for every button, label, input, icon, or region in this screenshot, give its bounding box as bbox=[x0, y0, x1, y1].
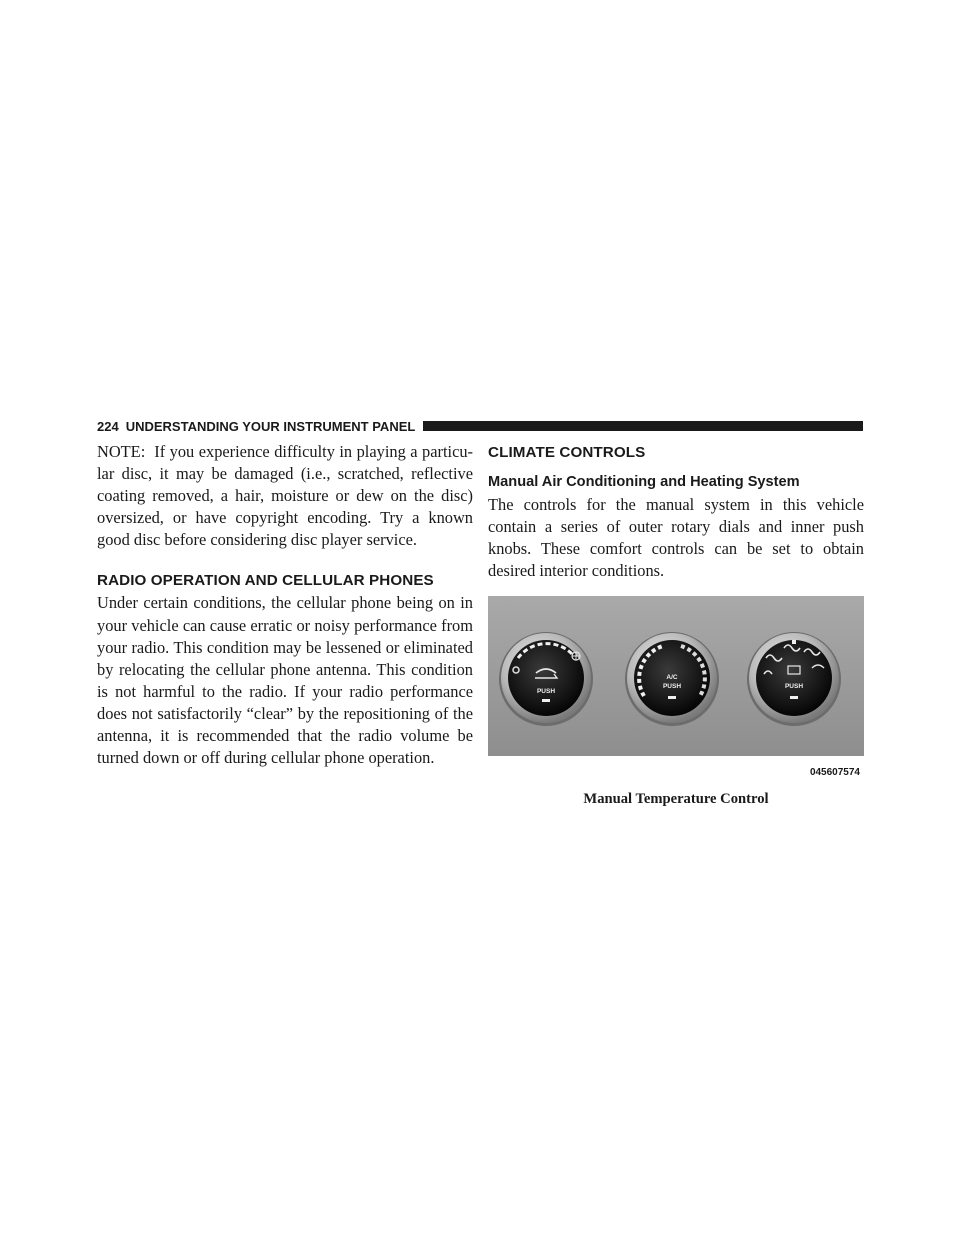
right-column bbox=[488, 441, 864, 582]
ac-push-label: PUSH bbox=[662, 683, 682, 690]
mode-knob[interactable] bbox=[747, 632, 841, 726]
fan-speed-knob[interactable] bbox=[499, 632, 593, 726]
manual-heading: Manual Air Conditioning and Heating System bbox=[488, 474, 800, 490]
manual-paragraph: The controls for the manual system in this vehicle contain a series of outer rotary dials and inner push knobs. These comfort controls can be set to obtain desired interior conditions. bbox=[488, 495, 864, 581]
radio-paragraph: Under certain conditions, the cellular phone being on in your vehicle can cause erratic or noisy performance from your radio. This condition may be lessened or eliminated by relocating the cellular phone antenna. This condition is not harmful to the radio. If your radio performance does not satisfactorily “clear” by the repositioning of the antenna, it is recommended that the radio volume be turned down or off during cellular phone operation. bbox=[97, 593, 473, 768]
note-paragraph bbox=[97, 441, 473, 551]
running-section-title: UNDERSTANDING YOUR INSTRUMENT PANEL bbox=[125, 418, 416, 434]
note-label: NOTE: bbox=[97, 442, 146, 461]
page-header bbox=[97, 418, 863, 434]
fan-push-label: PUSH bbox=[536, 688, 556, 695]
note-text: If you experience difficulty in playing a particu- lar disc, it may be damaged (i.e., scratched, reflective coating removed, a hair, moisture or dew on the disc) oversized, or have copyright encoding. Try a known good disc before considering disc player service. bbox=[97, 442, 473, 550]
mode-indicator-light bbox=[790, 696, 798, 699]
ac-label: A/C bbox=[666, 674, 678, 681]
climate-control-figure bbox=[488, 596, 864, 782]
header-rule bbox=[423, 421, 863, 431]
figure-caption: Manual Temperature Control bbox=[583, 791, 769, 807]
fan-indicator-light bbox=[542, 699, 550, 702]
mode-pointer bbox=[792, 640, 796, 644]
mode-push-label: PUSH bbox=[784, 683, 804, 690]
climate-heading: CLIMATE CONTROLS bbox=[488, 444, 646, 461]
page-number: 224 bbox=[97, 418, 119, 434]
radio-heading: RADIO OPERATION AND CELLULAR PHONES bbox=[97, 572, 434, 590]
climate-knobs-illustration bbox=[488, 596, 864, 782]
ac-indicator-light bbox=[668, 696, 676, 699]
temperature-knob[interactable] bbox=[625, 632, 719, 726]
left-column bbox=[97, 441, 473, 769]
figure-id: 045607574 bbox=[809, 767, 860, 778]
fan-icon bbox=[572, 652, 580, 660]
figure-bottom-margin bbox=[488, 756, 864, 782]
